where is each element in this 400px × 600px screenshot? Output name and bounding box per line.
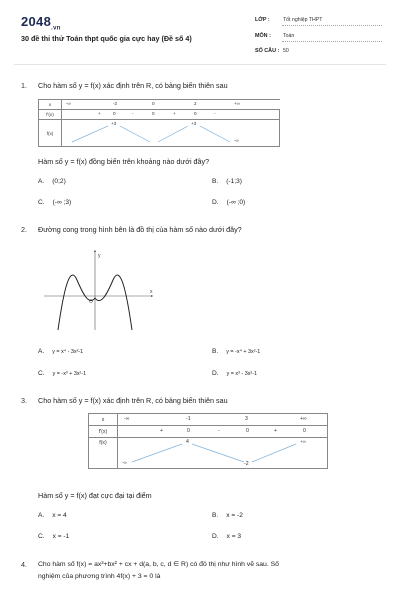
answer-option[interactable]: A. x = 4 [38,512,67,519]
subject-value: Toán [283,33,295,39]
logo-main: 2048 [21,14,52,29]
variation-arrows [118,438,328,468]
origin-label: O [89,299,93,305]
question-text: nghiệm của phương trình 4f(x) + 3 = 0 là [38,573,161,580]
answer-option[interactable]: A. (0;2) [38,178,66,185]
question-prompt: Hàm số y = f(x) đồng biến trên khoảng nào dưới đây? [38,157,210,166]
decrease-arrow [120,126,150,142]
question-text: Cho hàm số y = f(x) xác định trên R, có bảng biến thiên sau [38,396,228,405]
limit-value: -∞ [234,138,239,143]
decrease-arrow [200,126,230,142]
question-number: 1. [21,81,27,90]
header-divider [14,64,386,65]
site-logo[interactable] [21,14,61,32]
sign: 0 [194,111,197,116]
x-value: +∞ [234,101,240,106]
subject-label: MÔN : [255,33,271,39]
logo-suffix: .vn [51,25,61,32]
sign: + [98,111,101,116]
x-value: +∞ [300,416,307,422]
x-label: x [89,414,118,426]
y-axis-label: y [98,253,101,259]
sign: - [132,111,134,116]
answer-option[interactable]: C. x = -1 [38,533,70,540]
question-number: 3. [21,396,27,405]
variation-arrows [62,120,282,146]
answer-option[interactable]: D. (-∞ ;0) [212,199,246,206]
decrease-arrow [192,444,244,462]
extremum-value: +3 [111,121,117,126]
x-value: -∞ [66,101,71,106]
sign: + [173,111,176,116]
sign: 0 [246,428,249,434]
sign: 0 [187,428,190,434]
increase-arrow [158,126,188,142]
limit-value: +∞ [300,439,306,444]
meta-divider [282,41,382,42]
question-text: Cho hàm số y = f(x) xác định trên R, có bảng biến thiên sau [38,81,228,90]
page-title: 30 đề thi thử Toán thpt quốc gia cực hay (Đề số 4) [21,34,192,43]
x-axis-label: x [150,289,153,295]
x-value: 3 [245,416,248,422]
sign: - [218,428,220,434]
question-prompt: Hàm số y = f(x) đạt cực đại tại điểm [38,491,152,500]
x-value: -2 [113,101,118,106]
answer-option[interactable]: A. y = x⁴ - 3x²-1 [38,348,84,355]
increase-arrow [252,444,296,462]
min-value: -2 [244,461,249,467]
sign: 0 [152,111,155,116]
sign: + [274,428,278,434]
sign: 0 [303,428,306,434]
answer-option[interactable]: B. y = -x⁴ + 3x²-1 [212,348,261,355]
increase-arrow [132,444,182,462]
function-label: f(x) [39,120,62,147]
question-count-value: 50 [283,48,289,54]
answer-option[interactable]: B. x = -2 [212,512,243,519]
class-value: Tốt nghiệp THPT [283,17,323,23]
question-text: Cho hàm số f(x) = ax³+bx² + cx + d(a, b, c, d ∈ R) có đồ thị như hình vẽ sau. Số [38,561,279,568]
question-text: Đường cong trong hình bên là đồ thị của hàm số nào dưới đây? [38,225,242,234]
answer-option[interactable]: C. y = -x³ + 3x²-1 [38,370,87,377]
x-value: -1 [186,416,191,422]
question-number: 4. [21,560,27,569]
x-label: x [39,100,62,110]
increase-arrow [72,126,108,142]
limit-value: -∞ [122,460,127,465]
x-value: -∞ [124,416,130,422]
sign: + [160,428,164,434]
x-value: 0 [152,101,155,106]
variation-table [88,413,328,469]
extremum-value: +3 [191,121,197,126]
x-value: 2 [194,101,197,106]
answer-option[interactable]: D. y = x³ - 3x²-1 [212,370,257,377]
derivative-label: f'(x) [89,426,118,438]
answer-option[interactable]: C. (-∞ ;3) [38,199,72,206]
derivative-label: f'(x) [39,110,62,120]
sign: - [214,111,216,116]
max-value: 4 [186,439,189,445]
function-graph [40,248,160,333]
answer-option[interactable]: D. x = 3 [212,533,242,540]
class-label: LỚP : [255,17,270,23]
question-number: 2. [21,225,27,234]
sign: 0 [113,111,116,116]
question-count-label: SỐ CÂU : [255,48,280,54]
meta-divider [282,25,382,26]
answer-option[interactable]: B. (-1;3) [212,178,242,185]
variation-table [38,99,280,147]
function-label: f(x) [89,438,118,469]
